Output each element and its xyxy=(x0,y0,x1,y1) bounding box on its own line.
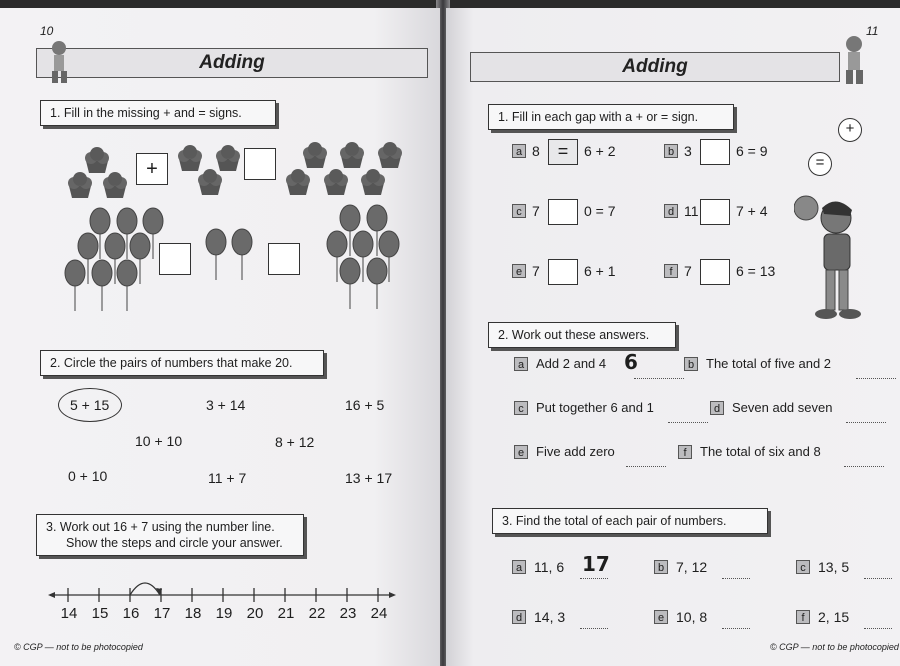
left-number: 8 xyxy=(532,143,540,159)
handwritten-answer: 17 xyxy=(582,552,610,576)
item-label: c xyxy=(796,560,810,574)
sign-gap-box[interactable] xyxy=(700,259,730,285)
item-label: a xyxy=(512,144,526,158)
left-number: 11 xyxy=(684,203,699,219)
question-3-prompt-line1: 3. Work out 16 + 7 using the number line. xyxy=(46,520,275,534)
page-number: 10 xyxy=(40,24,54,38)
answer-line[interactable] xyxy=(846,422,886,423)
balloon-group-middle xyxy=(206,229,252,280)
mascot-small-icon xyxy=(834,32,874,88)
sign-gap-box[interactable]: = xyxy=(548,139,578,165)
item-label: d xyxy=(664,204,678,218)
left-number: 7 xyxy=(684,263,692,279)
muffin-group-middle xyxy=(178,145,240,195)
question-2-prompt: 2. Circle the pairs of numbers that make 20. xyxy=(50,356,293,370)
question-3-prompt: 3. Find the total of each pair of numbers. xyxy=(502,514,727,528)
answer-line[interactable] xyxy=(668,422,708,423)
answer-line[interactable] xyxy=(864,628,892,629)
item-text: The total of six and 8 xyxy=(700,444,821,459)
pair-2[interactable]: 3 + 14 xyxy=(206,397,246,413)
answer-line[interactable] xyxy=(634,378,684,379)
balloon-group-left xyxy=(65,208,163,311)
number-pair: 14, 3 xyxy=(534,609,566,625)
right-expression: 6 + 2 xyxy=(584,143,616,159)
number-line-label[interactable]: 24 xyxy=(370,605,388,622)
number-pair: 7, 12 xyxy=(676,559,708,575)
item-label: b xyxy=(684,357,698,371)
item-label: e xyxy=(654,610,668,624)
boy-mascot-icon xyxy=(794,188,864,328)
sign-box-1[interactable]: + xyxy=(136,153,168,185)
answer-line[interactable] xyxy=(844,466,884,467)
pair-3[interactable]: 16 + 5 xyxy=(345,397,385,413)
balloon-group-right xyxy=(327,205,399,309)
question-1-box xyxy=(488,104,734,130)
question-2-box xyxy=(40,350,324,376)
page-title: Adding xyxy=(36,48,428,78)
pair-7[interactable]: 11 + 7 xyxy=(208,470,247,486)
item-text: Add 2 and 4 xyxy=(536,356,607,371)
left-page xyxy=(0,8,440,666)
question-1-box xyxy=(40,100,276,126)
answer-line[interactable] xyxy=(722,628,750,629)
right-page xyxy=(446,8,900,666)
sign-gap-box[interactable] xyxy=(548,199,578,225)
left-number: 3 xyxy=(684,143,692,159)
sign-box-3[interactable] xyxy=(159,243,191,275)
item-label: a xyxy=(512,560,526,574)
item-label: d xyxy=(710,401,724,415)
answer-line[interactable] xyxy=(856,378,896,379)
item-text: The total of five and 2 xyxy=(706,356,832,371)
item-text: Five add zero xyxy=(536,444,615,459)
number-line-label[interactable]: 16 xyxy=(122,605,140,622)
item-label: b xyxy=(654,560,668,574)
sign-box-2[interactable] xyxy=(244,148,276,180)
right-expression: 6 + 1 xyxy=(584,263,616,279)
page-number: 11 xyxy=(866,24,879,38)
pair-5[interactable]: 8 + 12 xyxy=(275,434,315,450)
number-line-label[interactable]: 15 xyxy=(91,605,109,622)
footer-note: © CGP — not to be photocopied xyxy=(14,642,143,652)
item-text: Seven add seven xyxy=(732,400,833,415)
question-1-prompt: 1. Fill in the missing + and = signs. xyxy=(50,106,242,120)
pair-8[interactable]: 13 + 17 xyxy=(345,470,393,486)
number-line-label[interactable]: 22 xyxy=(308,605,326,622)
item-label: f xyxy=(796,610,810,624)
question-2-box xyxy=(488,322,676,348)
question-3-box xyxy=(492,508,768,534)
number-line-label[interactable]: 20 xyxy=(246,605,264,622)
equals-sign-option: = xyxy=(808,152,832,176)
item-label: c xyxy=(512,204,526,218)
number-pair: 2, 15 xyxy=(818,609,850,625)
answer-line[interactable] xyxy=(580,578,608,579)
number-pair: 13, 5 xyxy=(818,559,850,575)
item-label: b xyxy=(664,144,678,158)
question-3-box xyxy=(36,514,304,556)
number-pair: 11, 6 xyxy=(534,559,565,575)
number-line-label[interactable]: 14 xyxy=(60,605,78,622)
item-label: e xyxy=(512,264,526,278)
item-label: f xyxy=(664,264,678,278)
right-expression: 7 + 4 xyxy=(736,203,768,219)
answer-line[interactable] xyxy=(580,628,608,629)
muffin-group-left xyxy=(68,147,127,198)
sign-box-4[interactable] xyxy=(268,243,300,275)
answer-line[interactable] xyxy=(722,578,750,579)
item-label: d xyxy=(512,610,526,624)
mascot-small-icon xyxy=(42,38,76,88)
footer-note: © CGP — not to be photocopied xyxy=(770,642,899,652)
pair-4[interactable]: 10 + 10 xyxy=(135,433,183,449)
sign-gap-box[interactable] xyxy=(700,199,730,225)
item-text: Put together 6 and 1 xyxy=(536,400,654,415)
handwritten-answer: 6 xyxy=(624,350,638,374)
question-1-prompt: 1. Fill in each gap with a + or = sign. xyxy=(498,110,699,124)
question-2-prompt: 2. Work out these answers. xyxy=(498,328,650,342)
item-label: c xyxy=(514,401,528,415)
item-label: a xyxy=(514,357,528,371)
item-label: f xyxy=(678,445,692,459)
q1-pictures xyxy=(60,138,420,318)
question-3-prompt-line2: Show the steps and circle your answer. xyxy=(66,536,283,550)
number-line-label[interactable]: 19 xyxy=(215,605,233,622)
item-label: e xyxy=(514,445,528,459)
right-expression: 6 = 13 xyxy=(736,263,776,279)
answer-line[interactable] xyxy=(626,466,666,467)
number-pair: 10, 8 xyxy=(676,609,708,625)
left-number: 7 xyxy=(532,203,540,219)
right-expression: 0 = 7 xyxy=(584,203,616,219)
pair-1[interactable]: 5 + 15 xyxy=(70,397,110,413)
right-expression: 6 = 9 xyxy=(736,143,768,159)
number-line-label[interactable]: 21 xyxy=(277,605,295,622)
plus-sign-option: + xyxy=(838,118,862,142)
number-line-label[interactable]: 18 xyxy=(184,605,202,622)
answer-line[interactable] xyxy=(864,578,892,579)
muffin-group-right xyxy=(286,142,402,195)
pair-6[interactable]: 0 + 10 xyxy=(68,468,108,484)
number-line-label[interactable]: 17 xyxy=(153,605,171,622)
left-number: 7 xyxy=(532,263,540,279)
number-line-label[interactable]: 23 xyxy=(339,605,357,622)
page-title: Adding xyxy=(470,52,840,82)
sign-gap-box[interactable] xyxy=(700,139,730,165)
sign-gap-box[interactable] xyxy=(548,259,578,285)
